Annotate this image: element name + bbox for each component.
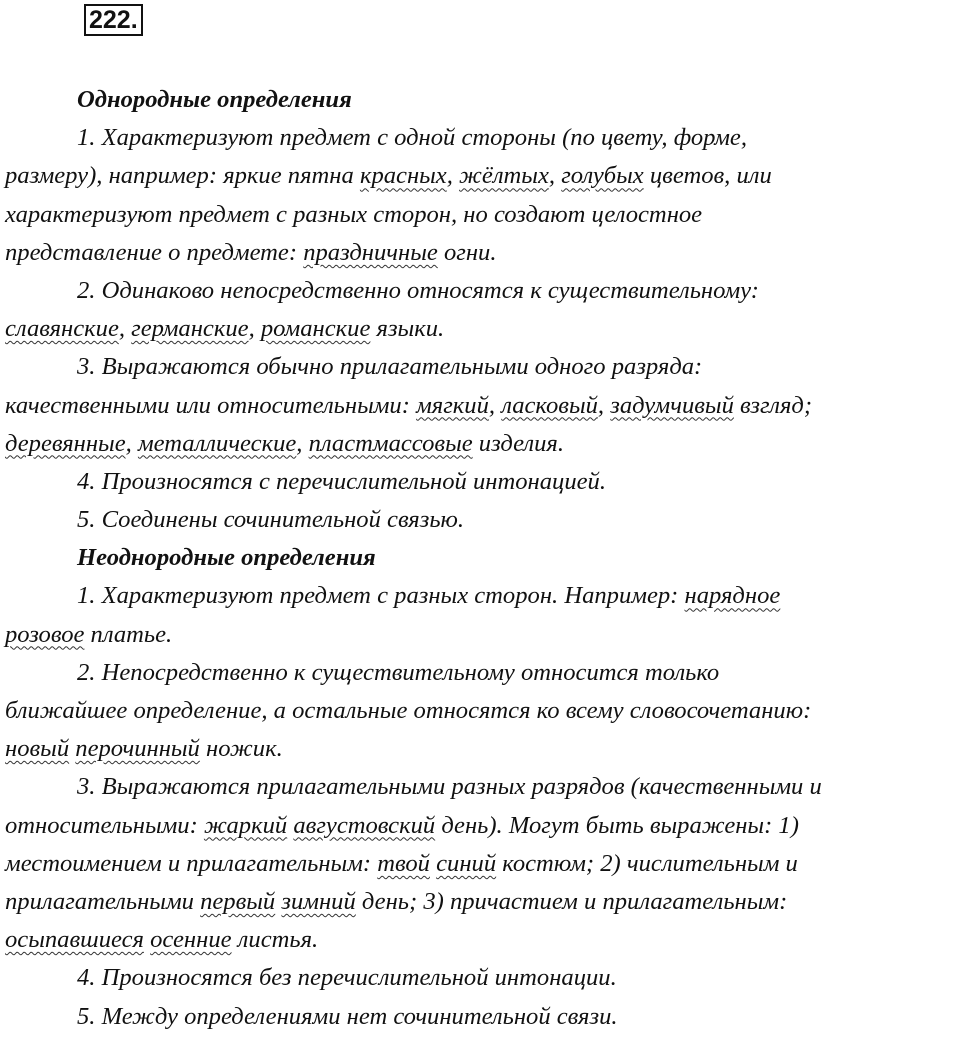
text-fragment: местоимением и прилагательным: xyxy=(5,849,378,877)
text-fragment: день; 3) причастием и прилагательным: xyxy=(355,887,788,915)
text-fragment: , xyxy=(548,162,562,190)
underlined-word: красных xyxy=(359,162,447,190)
underlined-word: металлические xyxy=(137,429,297,457)
text-fragment: , xyxy=(118,315,132,343)
underlined-word: жёлтых xyxy=(459,162,549,190)
document-body xyxy=(5,81,960,1036)
text-line xyxy=(5,845,960,883)
text-fragment: Однородные определения xyxy=(77,86,352,113)
text-line xyxy=(5,157,960,195)
text-fragment: характеризуют предмет с разных сторон, но создают целостное xyxy=(5,200,703,228)
underlined-word: нарядное xyxy=(684,582,781,610)
section-heading xyxy=(5,81,960,119)
underlined-word: романские xyxy=(260,315,371,343)
underlined-word: славянские xyxy=(5,315,119,343)
underlined-word: жаркий xyxy=(203,811,288,839)
text-fragment: 3. Выражаются прилагательными разных разрядов (качественными и xyxy=(77,773,822,801)
text-line xyxy=(5,883,960,921)
text-line xyxy=(5,272,960,310)
underlined-word: новый xyxy=(5,735,70,763)
underlined-word: германские xyxy=(131,315,249,343)
text-fragment: 3. Выражаются обычно прилагательными одного разряда: xyxy=(77,353,703,381)
underlined-word: зимний xyxy=(281,887,356,915)
text-fragment: 1. Характеризуют предмет с разных сторон. Например: xyxy=(77,582,685,610)
underlined-word: перочинный xyxy=(75,735,200,763)
underlined-word: первый xyxy=(200,887,276,915)
text-fragment: относительными: xyxy=(5,811,204,839)
text-fragment: Неоднородные определения xyxy=(77,544,376,572)
text-fragment: 5. Соединены сочинительной связью. xyxy=(77,506,465,534)
text-fragment: листья. xyxy=(231,926,319,954)
text-line xyxy=(5,730,960,768)
text-fragment: , xyxy=(296,429,309,457)
text-line xyxy=(5,692,960,730)
text-fragment: 2. Непосредственно к существительному относится только xyxy=(77,658,720,686)
text-line xyxy=(5,501,960,539)
text-line xyxy=(5,234,960,272)
text-fragment: , xyxy=(248,315,261,343)
section-heading xyxy=(5,539,960,577)
text-fragment: качественными или относительными: xyxy=(5,391,417,419)
text-line xyxy=(5,768,960,806)
text-fragment: день). Могут быть выражены: 1) xyxy=(435,811,799,839)
text-fragment: взгляд; xyxy=(733,391,813,419)
text-fragment: 2. Одинаково непосредственно относятся к существительному: xyxy=(77,276,759,304)
text-line xyxy=(5,998,960,1036)
text-line xyxy=(5,119,960,157)
text-line xyxy=(5,654,960,692)
text-fragment: представление о предмете: xyxy=(5,238,304,266)
underlined-word: ласковый xyxy=(501,391,598,419)
text-line xyxy=(5,463,960,501)
underlined-word: синий xyxy=(436,849,497,877)
text-line xyxy=(5,425,960,463)
underlined-word: твой xyxy=(377,849,430,877)
text-fragment: прилагательными xyxy=(5,887,201,915)
underlined-word: осенние xyxy=(150,926,232,954)
underlined-word: розовое xyxy=(5,620,85,648)
text-line xyxy=(5,807,960,845)
text-fragment: костюм; 2) числительным и xyxy=(496,849,798,877)
text-fragment: языки. xyxy=(370,315,445,343)
underlined-word: задумчивый xyxy=(610,391,734,419)
text-fragment: 4. Произносятся без перечислительной интонации. xyxy=(77,964,617,992)
text-line xyxy=(5,921,960,959)
text-fragment: размеру), например: яркие пятна xyxy=(5,162,360,190)
text-line xyxy=(5,310,960,348)
text-fragment: 4. Произносятся с перечислительной интонацией. xyxy=(77,467,607,495)
text-fragment: изделия. xyxy=(472,429,565,457)
text-fragment: огни. xyxy=(437,238,497,266)
text-line xyxy=(5,196,960,234)
text-fragment: , xyxy=(446,162,460,190)
underlined-word: пластмассовые xyxy=(308,429,473,457)
text-fragment: 5. Между определениями нет сочинительной связи. xyxy=(77,1002,618,1030)
text-fragment: 1. Характеризуют предмет с одной стороны (по цвету, форме, xyxy=(77,124,747,152)
underlined-word: августовский xyxy=(293,811,436,839)
underlined-word: деревянные xyxy=(5,429,126,457)
text-fragment: , xyxy=(597,391,611,419)
text-fragment: цветов, или xyxy=(643,162,772,190)
underlined-word: осыпавшиеся xyxy=(5,926,144,954)
text-fragment: ближайшее определение, а остальные относятся ко всему словосочетанию: xyxy=(5,697,812,724)
text-fragment: , xyxy=(125,429,138,457)
underlined-word: праздничные xyxy=(303,238,438,266)
text-fragment: платье. xyxy=(84,620,173,648)
text-line xyxy=(5,348,960,386)
underlined-word: голубых xyxy=(561,162,644,190)
text-line xyxy=(5,616,960,654)
underlined-word: мягкий xyxy=(416,391,489,419)
text-fragment: ножик. xyxy=(199,735,283,763)
text-line xyxy=(5,387,960,425)
text-fragment: , xyxy=(488,391,502,419)
exercise-number: 222. xyxy=(84,4,143,36)
text-line xyxy=(5,959,960,997)
text-line xyxy=(5,577,960,615)
